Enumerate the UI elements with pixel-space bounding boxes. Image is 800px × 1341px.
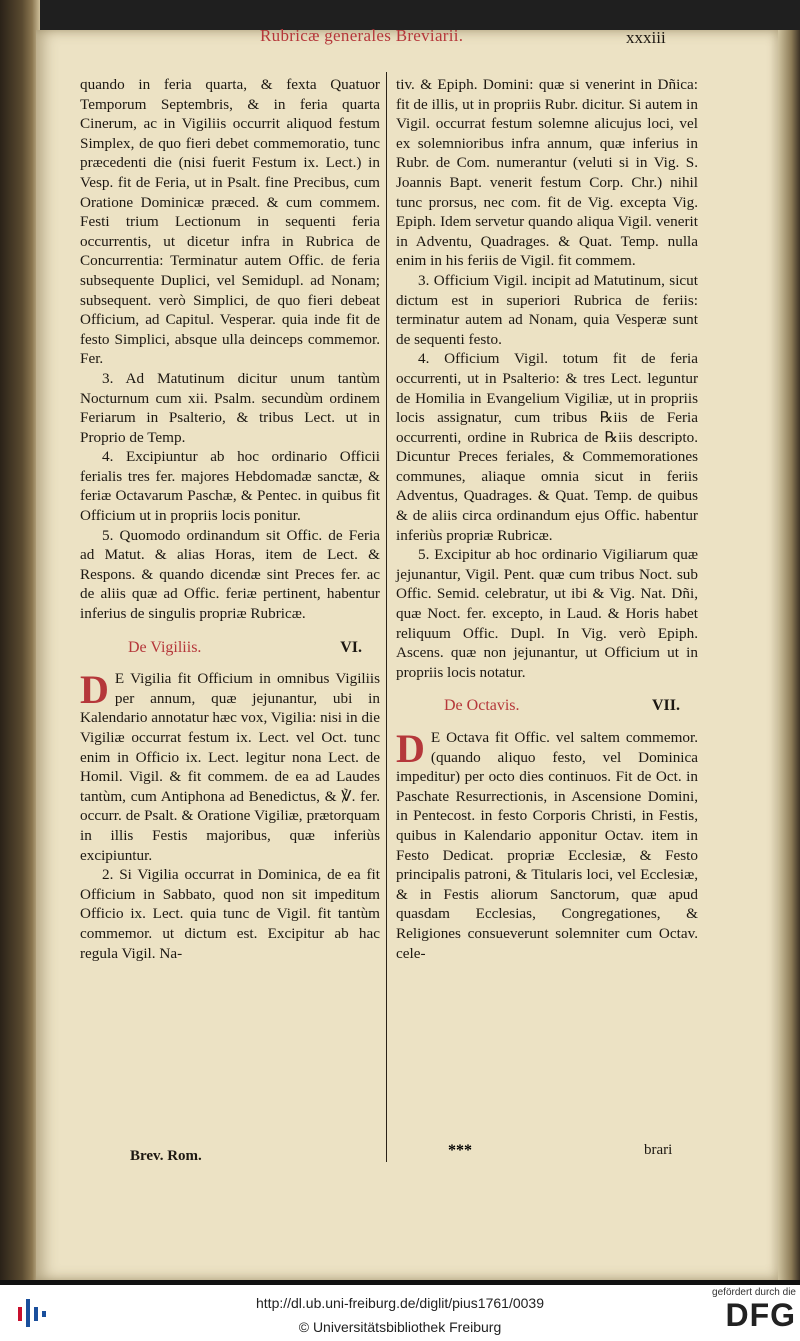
- left-paragraph-4: 5. Quomodo ordinandum sit Offic. de Feria ad Matut. & alias Horas, item de Lect. & Respons. & quando dicendæ sint Preces fer. ac de aliis quæ ad Offic. feriæ pertinent, habentur inferius de singulis propriæ Rubricæ.: [80, 526, 380, 623]
- section-heading-vigiliis: [128, 638, 362, 658]
- page-edge: [778, 30, 800, 1280]
- signature-mark: ***: [448, 1142, 472, 1159]
- left-paragraph-3: 4. Excipiuntur ab hoc ordinario Officii ferialis tres fer. majores Hebdomadæ sanctæ, & feriæ Octavarum Paschæ, & Pentec. in quibus fit Officium ut in propriis locis ponitur.: [80, 448, 380, 525]
- section-title: De Vigiliis.: [128, 638, 202, 656]
- running-head: Rubricæ generales Breviarii.: [260, 26, 464, 45]
- section-title: De Octavis.: [444, 697, 520, 715]
- left-paragraph-2: 3. Ad Matutinum dicitur unum tantùm Nocturnum cum xii. Psalm. secundùm ordinem Feriarum in Psalterio, & tribus Lect. ut in Proprio de Temp.: [80, 369, 380, 446]
- catchword-left: Brev. Rom.: [130, 1148, 202, 1164]
- drop-cap: D: [396, 726, 425, 771]
- left-paragraph-5: [80, 669, 380, 865]
- left-paragraph-6: 2. Si Vigilia occurrat in Dominica, de ea fit Officium in Sabbato, quod non sit impeditum Officio ix. Lect. quia tunc de Vigil. fit tantùm commemor. ut dictum est. Excipitur ab hac regula Vigil. Na-: [80, 866, 380, 962]
- copyright-text: © Universitätsbibliothek Freiburg: [298, 1319, 502, 1335]
- catchword-right: brari: [644, 1142, 673, 1158]
- section-number: VII.: [651, 697, 680, 715]
- right-paragraph-5: [396, 728, 698, 963]
- right-paragraph-1: tiv. & Epiph. Domini: quæ si venerint in Dñica: fit de illis, ut in propriis Rubr. dicitur. Si autem in Vigil. occurrat festum solemne alicujus loci, vel ex solemnioribus infra annum, quæ inferius in Rubr. de Com. numerantur (veluti si in Vig. S. Joannis Bapt. venerit festum Corp. Chr.) nihil tunc prorsus, nec com. fit de Vig. excepta Vig. Epiph. Idem servetur quando aliqua Vigil. venerit in Adventu, Quadrages. & Quat. Temp. nulla enim in his feriis de Vigil. fit commem.: [396, 76, 698, 270]
- paragraph-text: E Vigilia fit Officium in omnibus Vigiliis per annum, quæ jejunantur, ubi in Kalendario annotatur hæc vox, Vigilia: nisi in die Vigiliæ occurrat festum ix. Lect. vel Oct. tunc enim in Officio ix. Lect. legitur nona Lect. de Homil. Vigil. & fit commem. de ea ad Laudes tantùm, cum Antiphona ad Benedictus, & ℣. fer. occurr. de Psalt. & Oratione Vigiliæ, prætorquam in illis Festis majoribus, quæ inferiùs excipiuntur.: [80, 670, 380, 864]
- drop-cap: D: [80, 667, 109, 713]
- page-header: [40, 22, 760, 52]
- left-column: [80, 75, 380, 963]
- right-paragraph-2: 3. Officium Vigil. incipit ad Matutinum, sicut dictum est in superiori Rubrica de feriis: terminatur autem ad Nonam, quia Vesperæ sunt de sequenti festo.: [396, 271, 698, 348]
- page-number: xxxiii: [626, 28, 666, 47]
- left-paragraph-1: quando in feria quarta, & fexta Quatuor Temporum Septembris, & in feria quarta Cinerum, ac in Vigiliis occurrit aliquod festum Simplex, de quo fieri debet commemoratio, tunc præcedenti die (nisi fuerit Festum ix. Lect.) in Vesp. fit de Feria, ut in Psalt. fine Precibus, cum Oratione Dominicæ præced. & cum commem. Festi trium Lectionum in sequenti feria occurrentis, ut dicetur infra in Rubrica de Concurrentia: Terminatur autem Offic. de feria subsequente Duplici, vel Semidupl. ad Nonam; subsequent. verò Simplici, de quo fieri debeat Officium, ad Capitul. Vesperar. quia inde fit de festo Simplici, absque ulla deinceps commemor. Fer.: [80, 76, 380, 368]
- book-spine: [0, 0, 40, 1280]
- right-paragraph-3: 4. Officium Vigil. totum fit de feria occurrenti, ut in Psalterio: & tres Lect. leguntur de Homilia in Evangelium Vigiliæ, ut in propriis locis assignatur, cum tribus ℞iis de Feria occurrenti, ordine in Rubrica de ℞iis descripto. Dicuntur Preces feriales, & Commemorationes communes, aliaque omnia sicut in feriis Adventus, Quadrages. & Quat. Temp. de quibus & de aliis circa ordinandum ejus Offic. habentur inferiùs propriæ Rubricæ.: [396, 350, 698, 544]
- section-heading-octavis: [444, 696, 680, 716]
- right-paragraph-4: 5. Excipitur ab hoc ordinario Vigiliarum quæ jejunantur, Vigil. Pent. quæ cum tribus Noct. sub Offic. Semid. celebratur, ut ibi & Vig. Nat. Dñi, quæ Noct. fer. excepto, in Laud. & Horis habet reliquum Offic. Dupl. In Vig. verò Epiph. Ascens. quæ non jejunantur, ut Officium ut in propriis locis notatur.: [396, 546, 698, 681]
- dfg-wordmark: DFG: [725, 1297, 796, 1333]
- viewer-footer: [0, 1285, 800, 1341]
- paragraph-text: E Octava fit Offic. vel saltem commemor. (quando aliquo festo, vel Dominica impeditur) per octo dies continuos. Fit de Oct. in Paschate Resurrectionis, in Ascensione Domini, in Pentecost. in festo Corporis Christi, in Festis, quibus in Kalendario apponitur Octav. item in Festo Dedicat. propriæ Ecclesiæ, & Festo principalis patroni, & Titularis loci, vel Ecclesiæ, & in Festis aliorum Sanctorum, quæ apud quasdam Ecclesias, Congregationes, & Religiones consueverunt solemniter cum Octav. cele-: [396, 729, 698, 962]
- permalink-url[interactable]: http://dl.ub.uni-freiburg.de/diglit/pius1761/0039: [256, 1295, 544, 1311]
- right-column: [396, 75, 698, 963]
- section-number: VI.: [340, 638, 362, 656]
- dfg-logo: [700, 1287, 796, 1339]
- dfg-caption: gefördert durch die: [712, 1287, 796, 1298]
- column-rule: [386, 72, 387, 1162]
